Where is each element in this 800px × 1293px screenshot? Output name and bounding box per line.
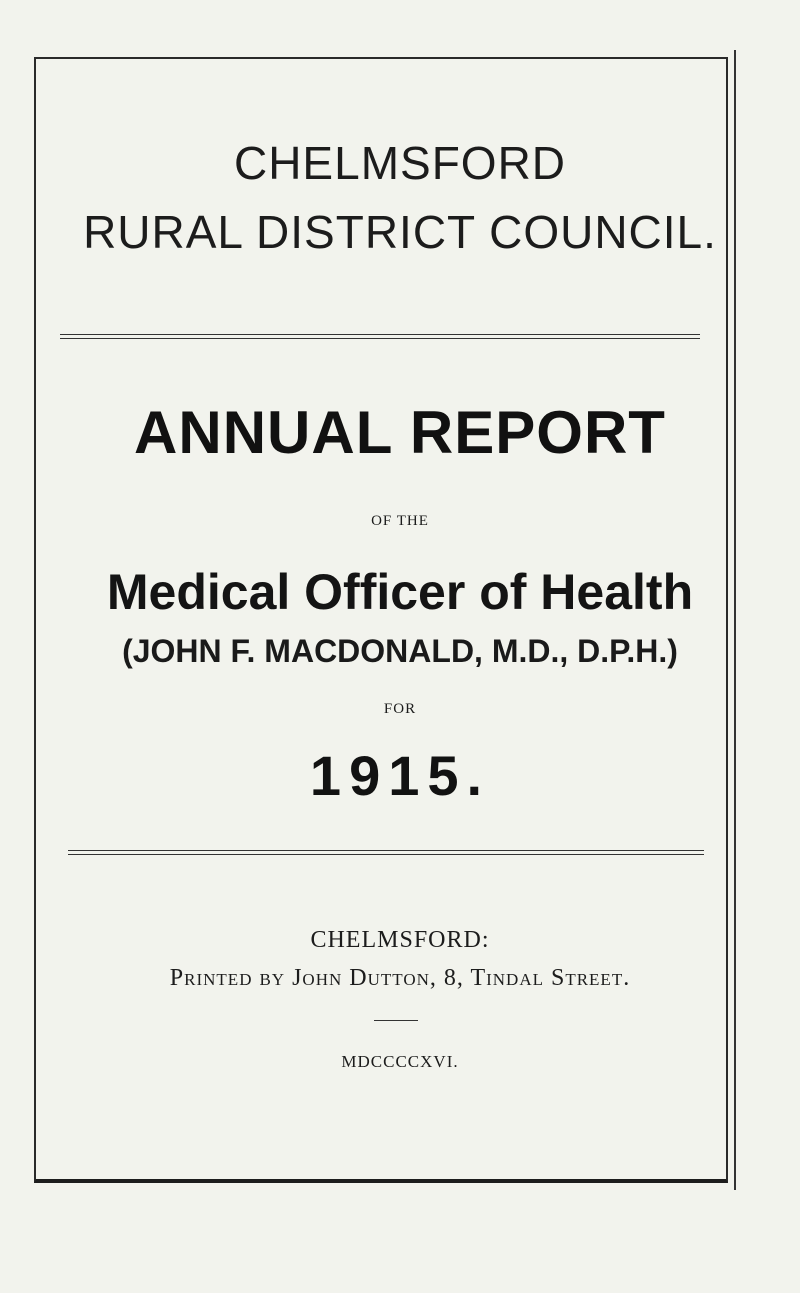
council-town: CHELMSFORD (233, 137, 567, 189)
printer-line: Printed by John Dutton, 8, Tindal Street. (169, 965, 631, 991)
officer-name: (JOHN F. MACDONALD, M.D., D.P.H.) (122, 633, 678, 669)
double-rule-bottom (68, 850, 704, 855)
publication-date: MDCCCCXVI. (341, 1052, 459, 1071)
double-rule-top (60, 334, 700, 339)
officer-title: Medical Officer of Health (106, 564, 694, 620)
report-year: 1915. (309, 744, 491, 807)
short-divider (374, 1020, 418, 1021)
for-label: FOR (383, 701, 417, 717)
of-the-label: OF THE (371, 513, 429, 529)
council-name: RURAL DISTRICT COUNCIL. (83, 206, 717, 258)
imprint-place: CHELMSFORD: (310, 927, 490, 953)
report-title: ANNUAL REPORT (134, 399, 666, 466)
